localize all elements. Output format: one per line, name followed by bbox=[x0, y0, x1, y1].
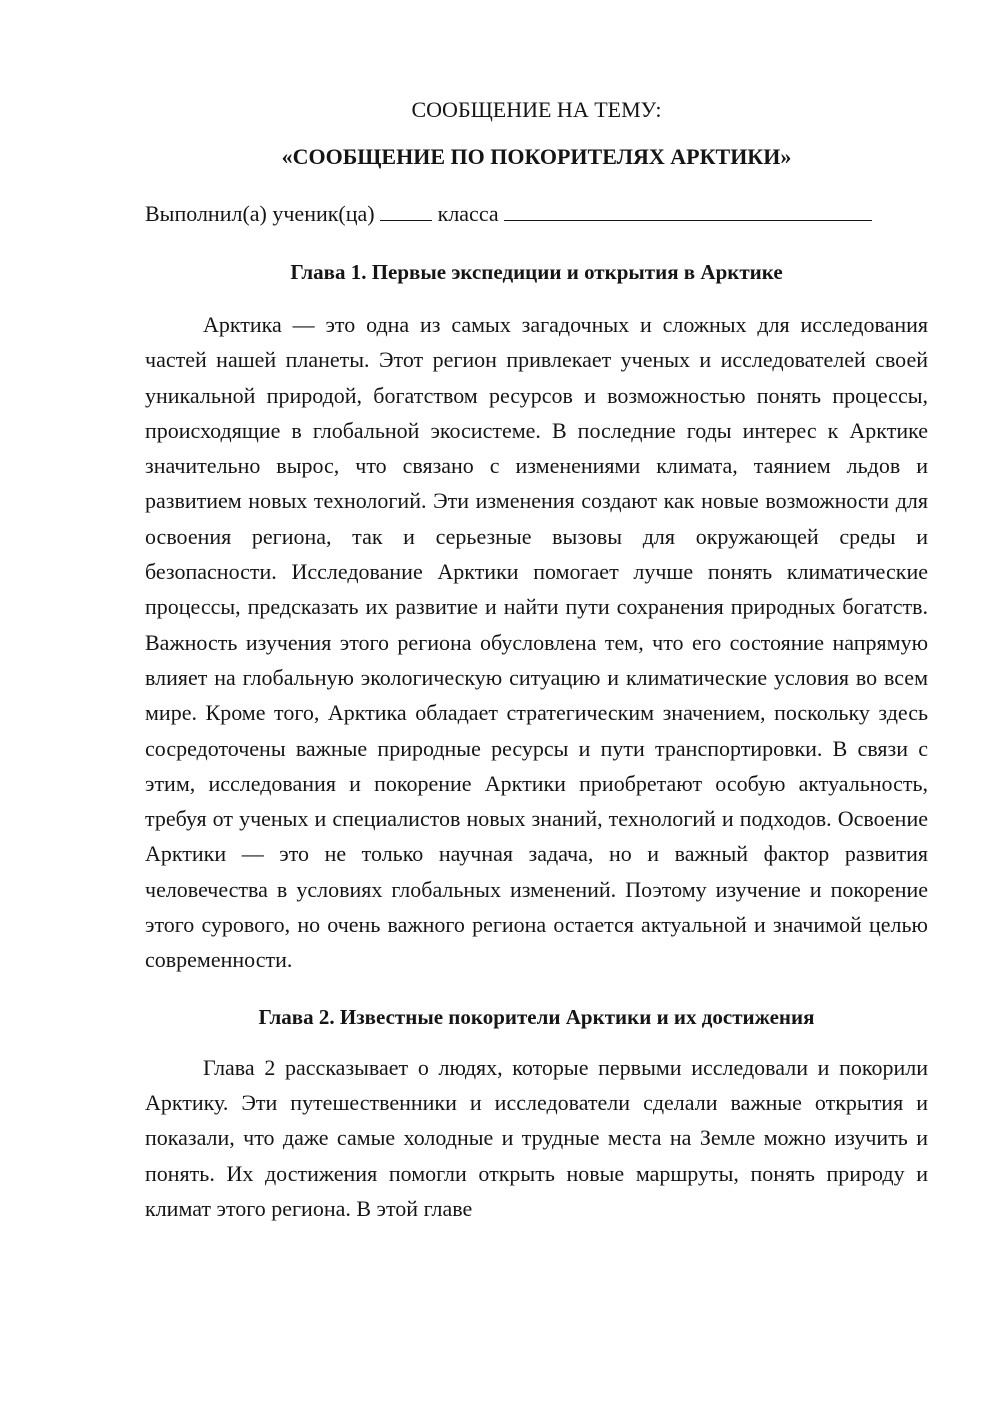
chapter-2-text: Глава 2 рассказывает о людях, которые первыми исследовали и покорили Арктику. Эти путешественники и исследователи сделали важные открытия и показали, что даже самые холодные и трудные места на Земле можно изучить и понять. Их достижения помогли открыть новые маршруты, понять природу и климат этого региона. В этой главе bbox=[145, 1054, 928, 1221]
author-prefix: Выполнил(а) ученик(ца) bbox=[145, 201, 375, 226]
chapter-2-heading: Глава 2. Известные покорители Арктики и их достижения bbox=[258, 1004, 815, 1029]
chapter-1-text: Арктика — это одна из самых загадочных и сложных для исследования частей нашей планеты. Этот регион привлекает ученых и исследователей своей уникальной природой, богатством ресурсов и возможностью понять процессы, происходящие в глобальной экосистеме. В последние годы интерес к Арктике значительно вырос, что связано с изменениями климата, таянием льдов и развитием новых технологий. Эти изменения создают как новые возможности для освоения региона, так и серьезные вызовы для окружающей среды и безопасности. Исследование Арктики помогает лучше понять климатические процессы, предсказать их развитие и найти пути сохранения природных богатств. Важность изучения этого региона обусловлена тем, что его состояние напрямую влияет на глобальную экологическую ситуацию и климатические условия во всем мире. Кроме того, Арктика обладает стратегическим значением, поскольку здесь сосредоточены важные природные ресурсы и пути транспортировки. В связи с этим, исследования и покорение Арктики приобретают особую актуальность, требуя от ученых и специалистов новых знаний, технологий и подходов. Освоение Арктики — это не только научная задача, но и важный фактор развития человечества в условиях глобальных изменений. Поэтому изучение и покорение этого сурового, но очень важного региона остается актуальной и значимой целью современности. bbox=[145, 312, 928, 973]
chapter-1-heading: Глава 1. Первые экспедиции и открытия в Арктике bbox=[290, 260, 783, 284]
class-label: класса bbox=[437, 201, 499, 226]
document-page bbox=[145, 93, 928, 1226]
student-name-blank bbox=[504, 198, 872, 221]
document-title-topic: СООБЩЕНИЕ НА ТЕМУ: bbox=[411, 97, 662, 122]
class-number-blank bbox=[380, 198, 432, 221]
author-line bbox=[145, 197, 928, 231]
document-title: «СООБЩЕНИЕ ПО ПОКОРИТЕЛЯХ АРКТИКИ» bbox=[281, 144, 792, 169]
